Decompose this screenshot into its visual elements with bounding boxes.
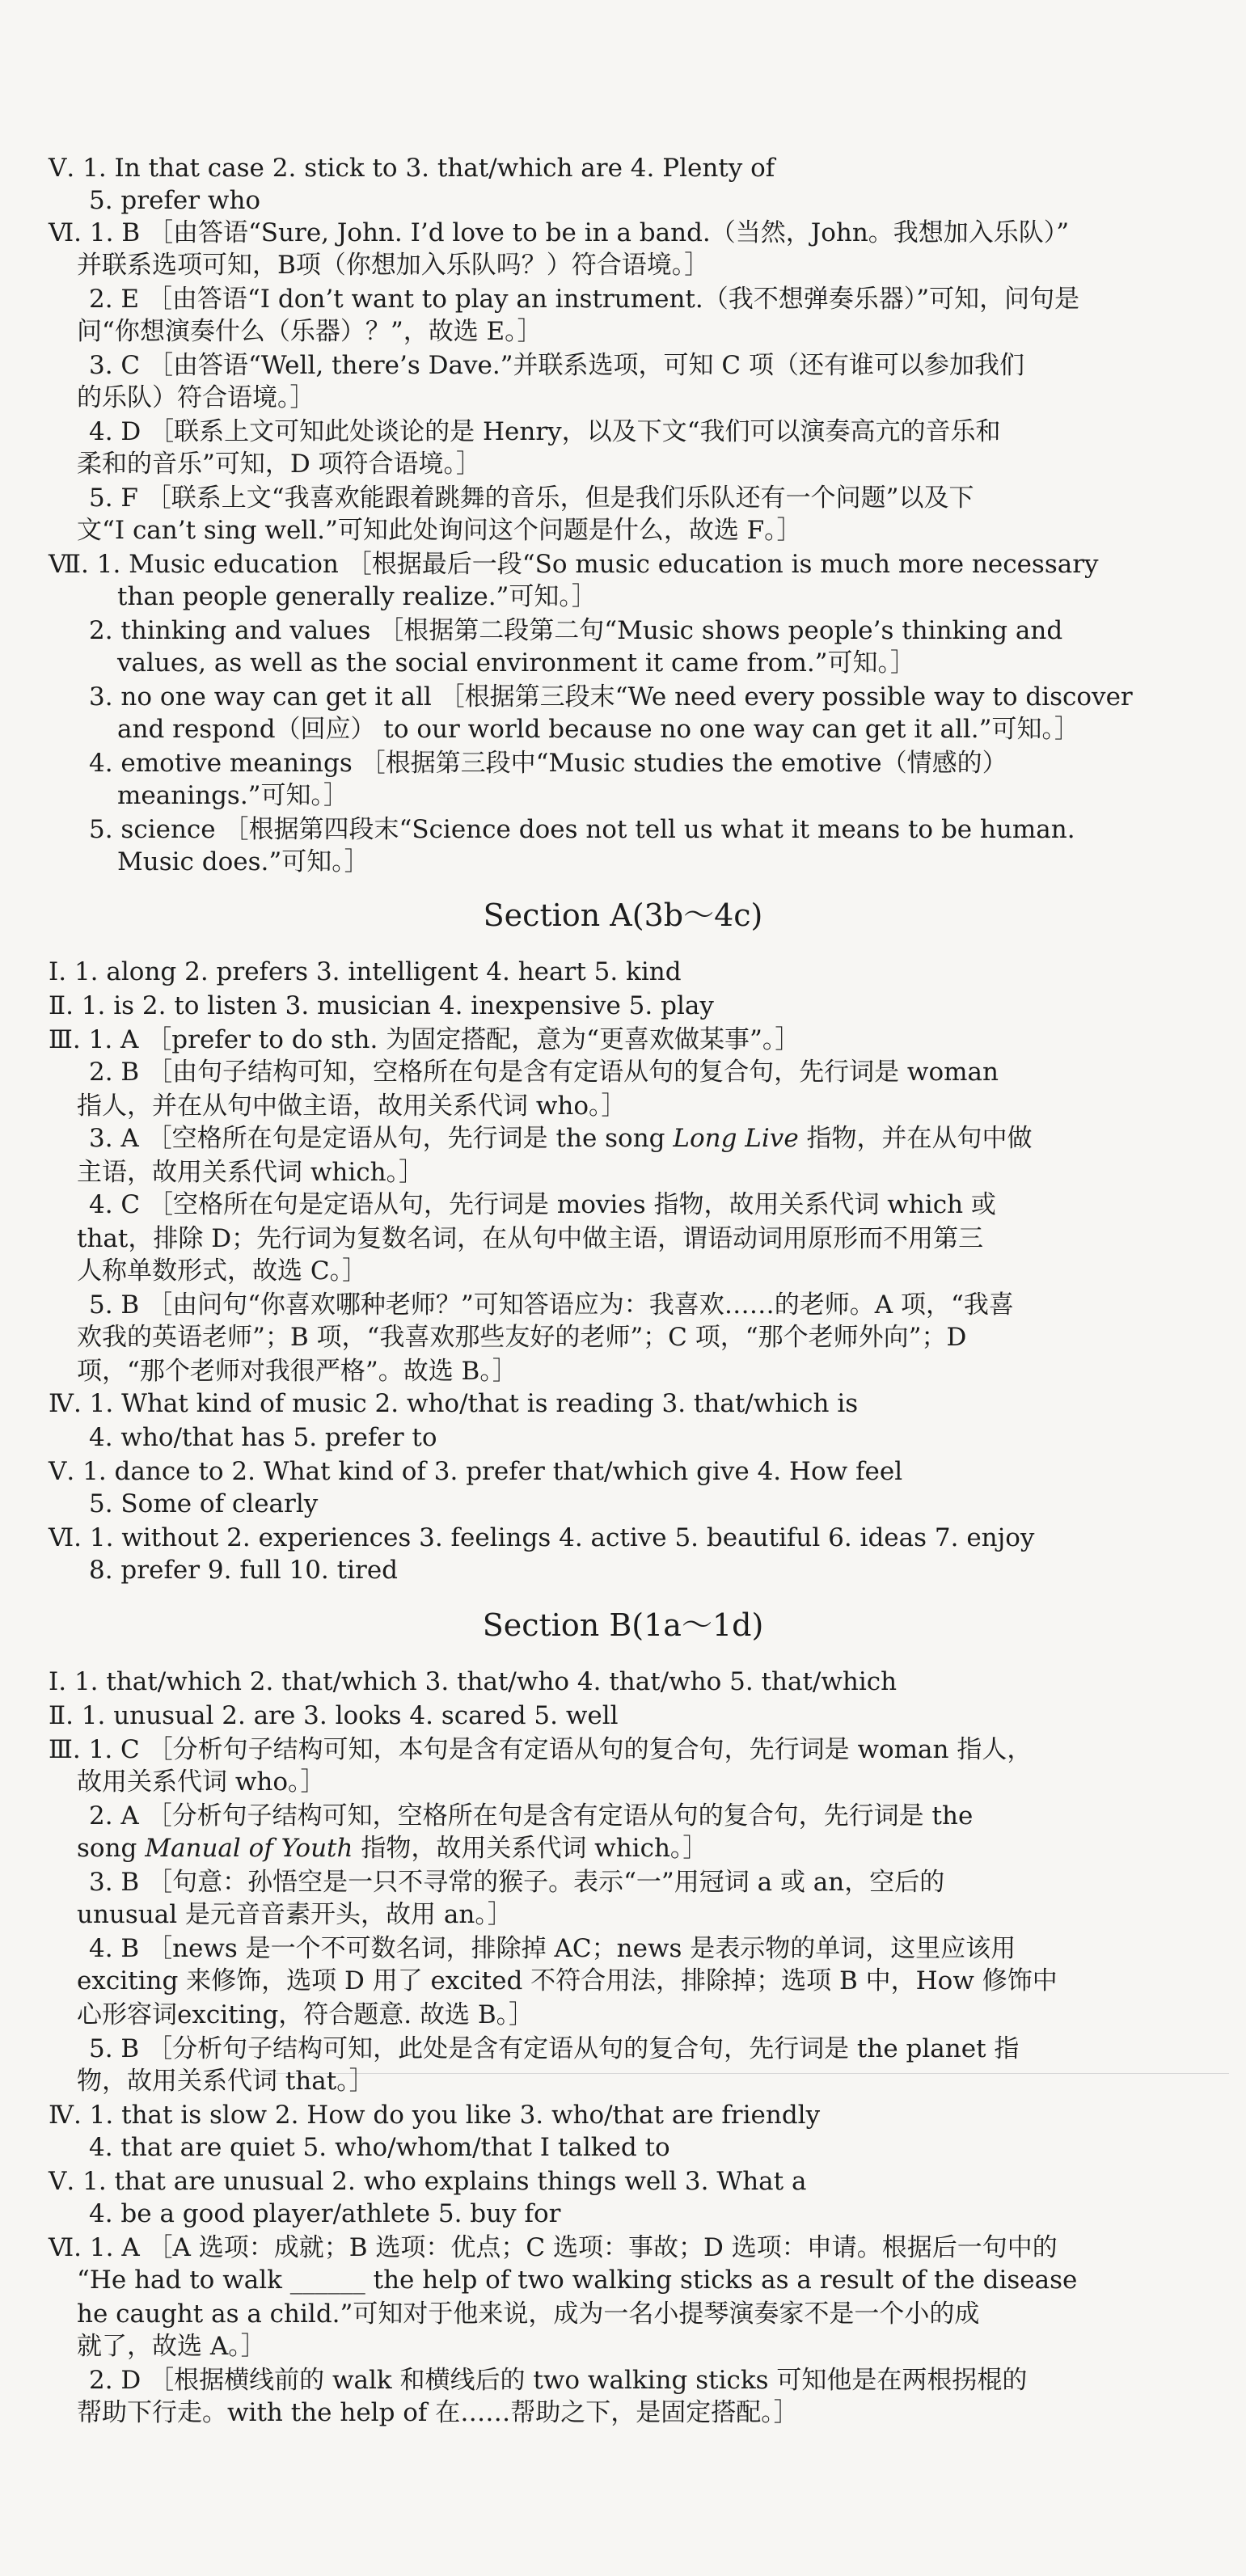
s1-vi-line-1: Ⅵ. 1. B ［由答语“Sure, John. I’d love to be in a band.（当然，John。我想加入乐队）”	[49, 218, 1070, 247]
sb-vi-line-5: 2. D ［根据横线前的 walk 和横线后的 two walking sticks 可知他是在两根拐棍的	[89, 2366, 1028, 2395]
sa-iv-line-1: Ⅳ. 1. What kind of music 2. who/that is reading 3. that/which is	[49, 1389, 859, 1418]
scan-fold-line	[275, 2073, 1229, 2074]
s1-v-line-2: 5. prefer who	[89, 186, 261, 215]
s1-vi-line-4: 问“你想演奏什么（乐器）？”，故选 E。］	[77, 317, 543, 346]
section-b-title: Section B(1a～1d)	[482, 1607, 764, 1643]
sb-ii-line: Ⅱ. 1. unusual 2. are 3. looks 4. scared 5. well	[49, 1701, 619, 1730]
sa-iii-line-8: 人称单数形式，故选 C。］	[77, 1256, 368, 1286]
s1-vii-line-4: values, as well as the social environment it came from.”可知。］	[117, 648, 916, 678]
sa-v-line-1: Ⅴ. 1. dance to 2. What kind of 3. prefer that/which give 4. How feel	[49, 1457, 903, 1486]
s1-vii-line-8: meanings.”可知。］	[117, 781, 349, 810]
sa-iii-line-6: 4. C ［空格所在句是定语从句，先行词是 movies 指物，故用关系代词 which 或	[89, 1190, 996, 1219]
s1-vi-line-6: 的乐队）符合语境。］	[77, 383, 315, 412]
s1-vii-line-3: 2. thinking and values ［根据第二段第二句“Music shows people’s thinking and	[89, 616, 1063, 645]
s1-vi-line-7: 4. D ［联系上文可知此处谈论的是 Henry，以及下文“我们可以演奏高亢的音乐和	[89, 417, 1001, 446]
sb-iii-line-9: 心形容词exciting，符合题意. 故选 B。］	[77, 2000, 534, 2029]
s1-vii-line-5: 3. no one way can get it all ［根据第三段末“We need every possible way to discover	[89, 682, 1133, 712]
sb-vi-line-6: 帮助下行走。with the help of 在……帮助之下，是固定搭配。］	[77, 2398, 799, 2427]
s1-vi-line-5: 3. C ［由答语“Well, there’s Dave.”并联系选项，可知 C 项（还有谁可以参加我们	[89, 351, 1024, 380]
sb-v-line-2: 4. be a good player/athlete 5. buy for	[89, 2199, 561, 2228]
s1-vii-line-2: than people generally realize.”可知。］	[117, 582, 597, 611]
song-title: Long Live	[673, 1124, 799, 1153]
s1-vii-line-1: Ⅶ. 1. Music education ［根据最后一段“So music education is much more necessary	[49, 550, 1099, 579]
sb-iii-line-8: exciting 来修饰，选项 D 用了 excited 不符合用法，排除掉；选项 B 中，How 修饰中	[77, 1966, 1058, 1995]
s1-vi-line-3: 2. E ［由答语“I don’t want to play an instrument.（我不想弹奏乐器）”可知，问句是	[89, 285, 1080, 314]
s1-vi-line-8: 柔和的音乐”可知，D 项符合语境。］	[77, 450, 482, 479]
s1-vi-line-9: 5. F ［联系上文“我喜欢能跟着跳舞的音乐，但是我们乐队还有一个问题”以及下	[89, 484, 974, 513]
sb-i-line: Ⅰ. 1. that/which 2. that/which 3. that/who 4. that/who 5. that/which	[49, 1667, 898, 1696]
sa-vi-line-1: Ⅵ. 1. without 2. experiences 3. feelings 4. active 5. beautiful 6. ideas 7. enjoy	[49, 1523, 1035, 1552]
sb-iii-line-7: 4. B ［news 是一个不可数名词，排除掉 AC；news 是表示物的单词，这里应该用	[89, 1934, 1016, 1963]
sb-vi-line-1: Ⅵ. 1. A ［A 选项：成就；B 选项：优点；C 选项：事故；D 选项：申请。根据后一句中的	[49, 2233, 1058, 2262]
sb-iii-line-2: 故用关系代词 who。］	[77, 1767, 326, 1797]
sa-iii-line-9: 5. B ［由问句“你喜欢哪种老师？”可知答语应为：我喜欢……的老师。A 项，“我喜	[89, 1290, 1014, 1320]
sa-iii-line-10: 欢我的英语老师”；B 项，“我喜欢那些友好的老师”；C 项，“那个老师外向”；D	[77, 1323, 967, 1352]
sb-iii-line-6: unusual 是元音音素开头，故用 an。］	[77, 1900, 513, 1929]
s1-vii-line-10: Music does.”可知。］	[117, 847, 370, 876]
sa-iii-line-3: 指人，并在从句中做主语，故用关系代词 who。］	[77, 1092, 627, 1121]
s1-vii-line-9: 5. science ［根据第四段末“Science does not tell us what it means to be human.	[89, 815, 1075, 844]
s1-vi-line-2: 并联系选项可知，B项（你想加入乐队吗？）符合语境。］	[77, 251, 710, 280]
s1-vii-line-6: and respond（回应） to our world because no one way can get it all.”可知。］	[117, 715, 1080, 744]
sa-ii-line: Ⅱ. 1. is 2. to listen 3. musician 4. inexpensive 5. play	[49, 991, 714, 1020]
sa-iii-line-5: 主语，故用关系代词 which。］	[77, 1158, 424, 1187]
sb-iv-line-2: 4. that are quiet 5. who/whom/that I talked to	[89, 2133, 670, 2162]
sb-v-line-1: Ⅴ. 1. that are unusual 2. who explains things well 3. What a	[49, 2167, 807, 2196]
sa-i-line: Ⅰ. 1. along 2. prefers 3. intelligent 4. heart 5. kind	[49, 957, 682, 986]
sa-iii-line-4: 3. A ［空格所在句是定语从句，先行词是 the song Long Live 指物，并在从句中做	[89, 1124, 1033, 1153]
section-a-title: Section A(3b～4c)	[483, 897, 763, 933]
sa-iii-line-2: 2. B ［由句子结构可知，空格所在句是含有定语从句的复合句，先行词是 woman	[89, 1058, 999, 1087]
s1-vi-line-10: 文“I can’t sing well.”可知此处询问这个问题是什么，故选 F。］	[77, 516, 802, 545]
s1-v-line-1: Ⅴ. 1. In that case 2. stick to 3. that/which are 4. Plenty of	[49, 154, 775, 183]
sb-iii-line-4: song Manual of Youth 指物，故用关系代词 which。］	[77, 1834, 708, 1863]
sb-iii-line-5: 3. B ［句意：孙悟空是一只不寻常的猴子。表示“一”用冠词 a 或 an，空后的	[89, 1868, 945, 1897]
s1-vii-line-7: 4. emotive meanings ［根据第三段中“Music studies the emotive（情感的）	[89, 749, 1007, 778]
sa-v-line-2: 5. Some of clearly	[89, 1489, 319, 1518]
sb-vi-line-2: “He had to walk ______ the help of two walking sticks as a result of the disease	[77, 2266, 1078, 2295]
sb-vi-line-3: he caught as a child.”可知对于他来说，成为一名小提琴演奏家不是一个小的成	[77, 2299, 980, 2329]
sa-iii-line-1: Ⅲ. 1. A ［prefer to do sth. 为固定搭配，意为“更喜欢做某事”。］	[49, 1025, 800, 1054]
sa-iii-line-11: 项，“那个老师对我很严格”。故选 B。］	[77, 1357, 517, 1386]
sb-vi-line-4: 就了，故选 A。］	[77, 2332, 266, 2361]
sb-iii-line-3: 2. A ［分析句子结构可知，空格所在句是含有定语从句的复合句，先行词是 the	[89, 1801, 974, 1831]
sa-iii-line-7: that，排除 D；先行词为复数名词，在从句中做主语，谓语动词用原形而不用第三	[77, 1224, 984, 1253]
sb-iii-line-11: 物，故用关系代词 that。］	[77, 2067, 374, 2096]
sb-iii-line-10: 5. B ［分析句子结构可知，此处是含有定语从句的复合句，先行词是 the planet 指	[89, 2034, 1020, 2063]
book-title: Manual of Youth	[145, 1834, 353, 1863]
sa-iv-line-2: 4. who/that has 5. prefer to	[89, 1423, 437, 1452]
sa-vi-line-2: 8. prefer 9. full 10. tired	[89, 1556, 399, 1585]
sb-iv-line-1: Ⅳ. 1. that is slow 2. How do you like 3. who/that are friendly	[49, 2101, 821, 2130]
sb-iii-line-1: Ⅲ. 1. C ［分析句子结构可知，本句是含有定语从句的复合句，先行词是 woman 指人，	[49, 1735, 1033, 1764]
